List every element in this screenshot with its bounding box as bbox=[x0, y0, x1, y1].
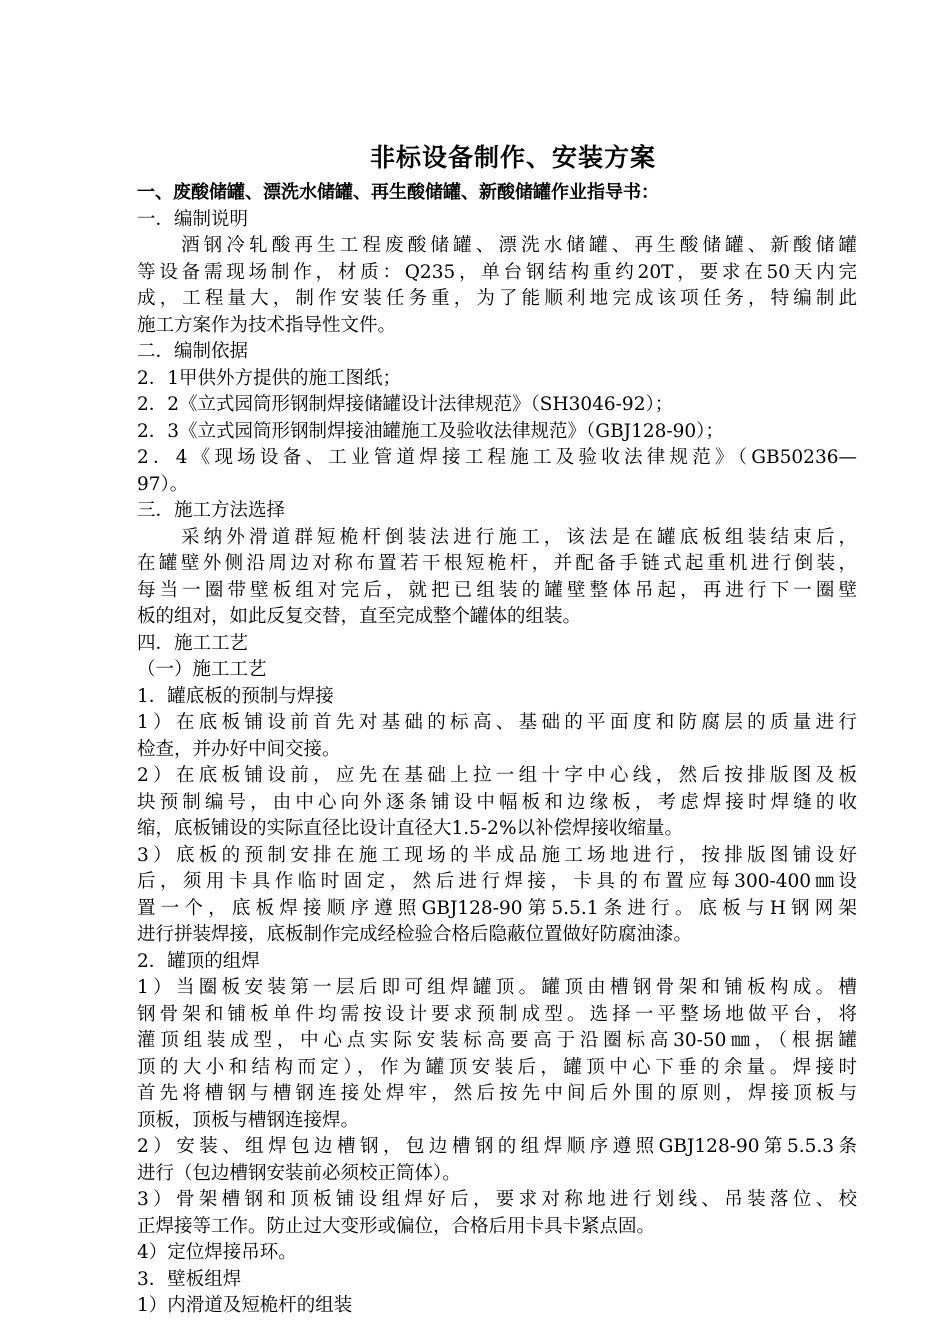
text-line: 缩，底板铺设的实际直径比设计直径大1.5-2%以补偿焊接收缩量。 bbox=[137, 818, 684, 839]
text-line: 2）安装、组焊包边槽钢，包边槽钢的组焊顺序遵照GBJ128-90第5.5.3条 bbox=[137, 1136, 857, 1157]
text-line: 顶板，顶板与槽钢连接焊。 bbox=[137, 1109, 360, 1131]
text-line: 2．罐顶的组焊 bbox=[137, 950, 260, 972]
text-line: 采纳外滑道群短桅杆倒装法进行施工，该法是在罐底板组装结束后， bbox=[181, 526, 857, 548]
text-line: 施工方案作为技术指导性文件。 bbox=[137, 314, 397, 336]
text-line: 检查，并办好中间交接。 bbox=[137, 738, 341, 760]
document-body bbox=[137, 180, 857, 1320]
text-line: 2．2《立式园筒形钢制焊接储罐设计法律规范》（SH3046-92）； bbox=[137, 394, 674, 415]
text-line: 钢骨架和铺板单件均需按设计要求预制成型。选择一平整场地做平台，将 bbox=[137, 1003, 857, 1025]
text-line: 板的组对，如此反复交替，直至完成整个罐体的组装。 bbox=[137, 606, 582, 627]
text-line: 一．编制说明 bbox=[137, 208, 249, 230]
text-line: 3．壁板组焊 bbox=[137, 1268, 242, 1290]
text-line: 成，工程量大，制作安装任务重，为了能顺利地完成该项任务，特编制此 bbox=[137, 288, 857, 309]
text-line: 2．4《现场设备、工业管道焊接工程施工及验收法律规范》（GB50236— bbox=[137, 447, 857, 468]
text-line: 四．施工工艺 bbox=[137, 632, 249, 654]
text-line: 4）定位焊接吊环。 bbox=[137, 1242, 297, 1263]
text-line: 二．编制依据 bbox=[137, 341, 249, 362]
text-line: 97）。 bbox=[137, 473, 189, 495]
text-line: 首先将槽钢与槽钢连接处焊牢，然后按先中间后外围的原则，焊接顶板与 bbox=[137, 1083, 857, 1104]
text-line: 每当一圈带壁板组对完后，就把已组装的罐壁整体吊起，再进行下一圈壁 bbox=[137, 579, 857, 601]
text-line: 2）在底板铺设前，应先在基础上拉一组十字中心线，然后按排版图及板 bbox=[137, 765, 857, 786]
text-line: 三．施工方法选择 bbox=[137, 500, 286, 521]
text-line: 2．1甲供外方提供的施工图纸； bbox=[137, 367, 402, 389]
text-line: 酒钢冷轧酸再生工程废酸储罐、漂洗水储罐、再生酸储罐、新酸储罐 bbox=[181, 235, 857, 256]
text-line: 1）在底板铺设前首先对基础的标高、基础的平面度和防腐层的质量进行 bbox=[137, 712, 857, 733]
text-line: 3）骨架槽钢和顶板铺设组焊好后，要求对称地进行划线、吊装落位、校 bbox=[137, 1189, 857, 1210]
text-line: 等设备需现场制作，材质：Q235，单台钢结构重约20T，要求在50天内完 bbox=[137, 261, 857, 283]
text-line: 正焊接等工作。防止过大变形或偏位，合格后用卡具卡紧点固。 bbox=[137, 1215, 656, 1237]
text-line: 1）当圈板安装第一层后即可组焊罐顶。罐顶由槽钢骨架和铺板构成。槽 bbox=[137, 977, 857, 998]
text-line: 块预制编号，由中心向外逐条铺设中幅板和边缘板，考虑焊接时焊缝的收 bbox=[137, 791, 857, 813]
text-line: 2．3《立式园筒形钢制焊接油罐施工及验收法律规范》（GBJ128-90）； bbox=[137, 420, 724, 442]
section-heading: 一、废酸储罐、漂洗水储罐、再生酸储罐、新酸储罐作业指导书： bbox=[137, 182, 659, 203]
document-title: 非标设备制作、安装方案 bbox=[369, 143, 656, 172]
text-line: 顶的大小和结构而定），作为罐顶安装后，罐顶中心下垂的余量。焊接时 bbox=[137, 1056, 857, 1078]
text-line: 3）底板的预制安排在施工现场的半成品施工场地进行，按排版图铺设好 bbox=[137, 844, 857, 866]
text-line: 置一个，底板焊接顺序遵照GBJ128-90第5.5.1条进行。底板与H钢网架 bbox=[137, 897, 857, 919]
text-line: 灌顶组装成型，中心点实际安装标高要高于沿圈标高30-50㎜，（根据罐 bbox=[137, 1030, 857, 1051]
text-line: 进行拼装焊接，底板制作完成经检验合格后隐蔽位置做好防腐油漆。 bbox=[137, 924, 693, 945]
text-line: （一）施工工艺 bbox=[137, 659, 267, 680]
text-line: 进行（包边槽钢安装前必须校正筒体）。 bbox=[137, 1162, 461, 1184]
text-line: 1．罐底板的预制与焊接 bbox=[137, 685, 334, 707]
text-line: 在罐壁外侧沿周边对称布置若干根短桅杆，并配备手链式起重机进行倒装， bbox=[137, 553, 857, 574]
text-line: 1）内滑道及短桅杆的组装 bbox=[137, 1295, 353, 1316]
text-line: 后，须用卡具作临时固定，然后进行焊接，卡具的布置应每300-400㎜设 bbox=[137, 871, 857, 892]
